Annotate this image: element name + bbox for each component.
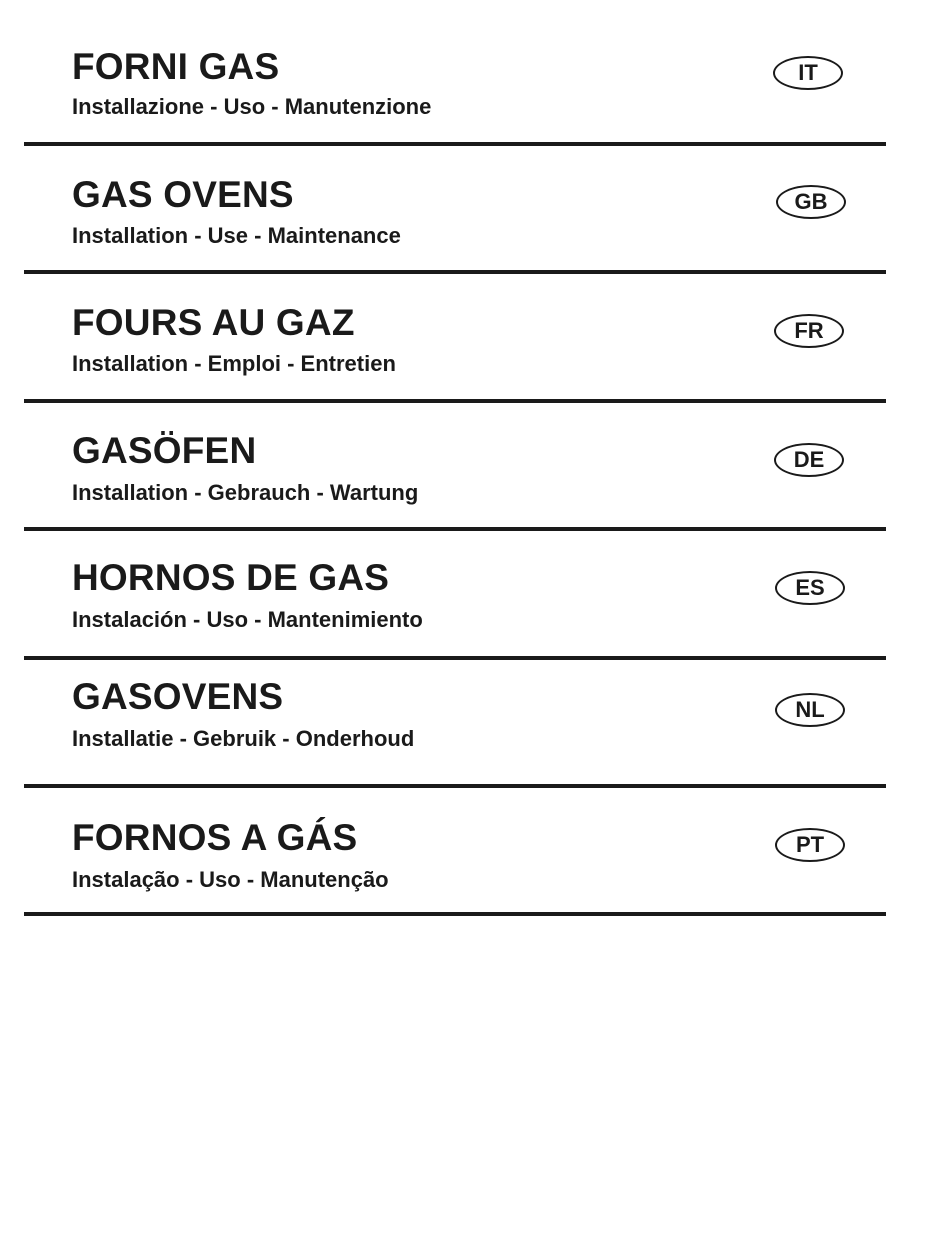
section-subtitle-fr: Installation - Emploi - Entretien (72, 351, 396, 376)
section-subtitle-nl: Installatie - Gebruik - Onderhoud (72, 726, 415, 751)
section-subtitle-it: Installazione - Uso - Manutenzione (72, 94, 432, 119)
divider-rule (24, 912, 886, 916)
divider-rule (24, 142, 886, 146)
section-title-de: GASÖFEN (72, 430, 257, 471)
section-subtitle-gb: Installation - Use - Maintenance (72, 223, 401, 248)
section-title-es: HORNOS DE GAS (72, 557, 390, 598)
language-badge-gb: GB (776, 185, 846, 219)
section-subtitle-pt: Instalação - Uso - Manutenção (72, 867, 389, 892)
section-title-nl: GASOVENS (72, 676, 284, 717)
section-subtitle-es: Instalación - Uso - Mantenimiento (72, 607, 423, 632)
section-title-it: FORNI GAS (72, 46, 280, 87)
divider-rule (24, 784, 886, 788)
divider-rule (24, 527, 886, 531)
divider-rule (24, 656, 886, 660)
section-title-gb: GAS OVENS (72, 174, 294, 215)
divider-rule (24, 270, 886, 274)
section-subtitle-de: Installation - Gebrauch - Wartung (72, 480, 419, 505)
language-badge-fr: FR (774, 314, 844, 348)
section-title-fr: FOURS AU GAZ (72, 302, 355, 343)
language-badge-nl: NL (775, 693, 845, 727)
language-badge-de: DE (774, 443, 844, 477)
divider-rule (24, 399, 886, 403)
language-badge-it: IT (773, 56, 843, 90)
language-badge-pt: PT (775, 828, 845, 862)
section-title-pt: FORNOS A GÁS (72, 817, 358, 858)
language-badge-es: ES (775, 571, 845, 605)
